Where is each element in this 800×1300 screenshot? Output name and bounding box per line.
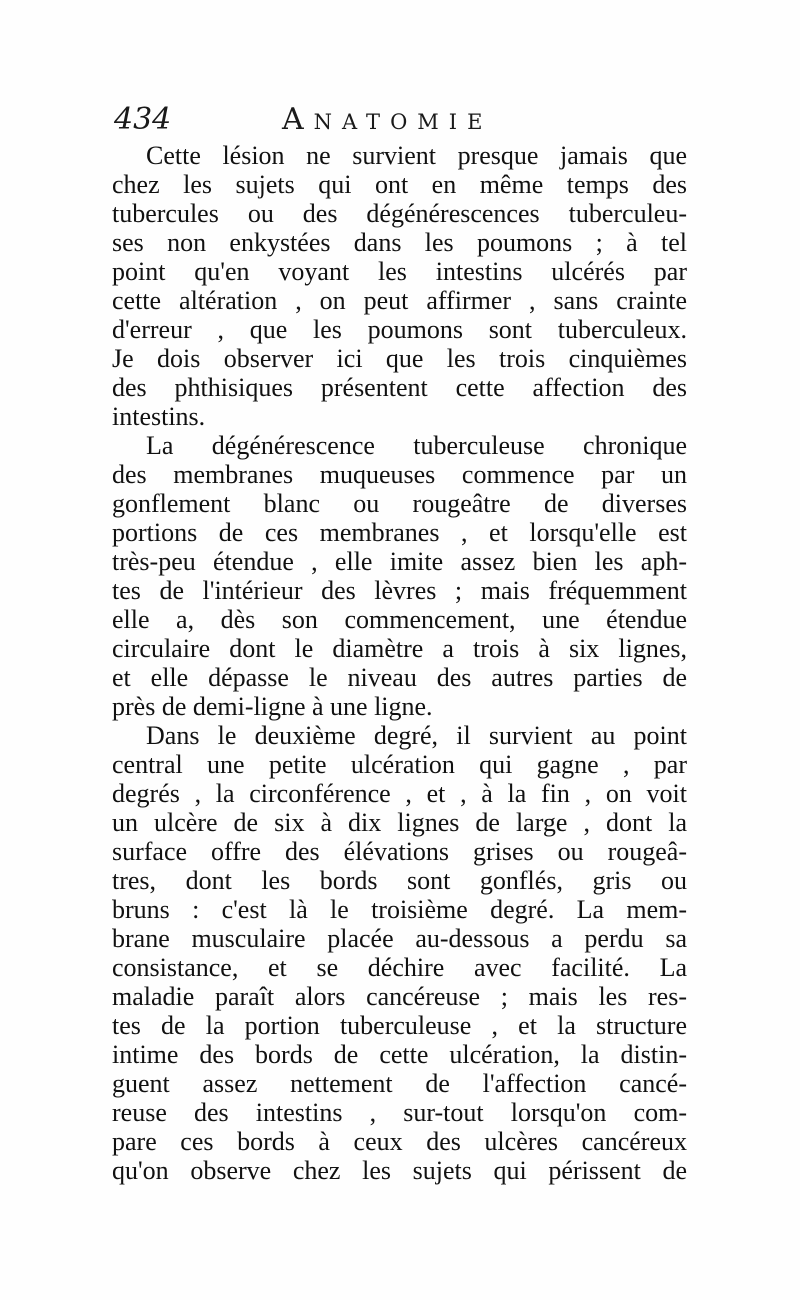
text-line: intestins. — [112, 402, 206, 431]
text-line: gonflement blanc ou rougeâtre de diverses — [112, 489, 687, 518]
text-line: point qu'en voyant les intestins ulcérés par — [112, 257, 687, 286]
text-line: brane musculaire placée au-dessous a perdu sa — [112, 924, 687, 953]
text-line: portions de ces membranes , et lorsqu'elle est — [112, 518, 687, 547]
page-number: 434 — [114, 102, 172, 137]
text-line: et elle dépasse le niveau des autres parties de — [112, 663, 687, 692]
text-line: degrés , la circonférence , et , à la fin , on voit — [112, 779, 687, 808]
text-line: pare ces bords à ceux des ulcères cancéreux — [112, 1127, 687, 1156]
text-line: très-peu étendue , elle imite assez bien les aph- — [112, 547, 687, 576]
text-line: reuse des intestins , sur-tout lorsqu'on com- — [112, 1098, 687, 1127]
text-line: bruns : c'est là le troisième degré. La mem- — [112, 895, 687, 924]
text-line: surface offre des élévations grises ou rougeâ- — [112, 837, 687, 866]
text-line: intime des bords de cette ulcération, la distin- — [112, 1040, 687, 1069]
text-line: Dans le deuxième degré, il survient au point — [146, 721, 687, 750]
running-head: Anatomie — [282, 102, 493, 137]
text-line: Je dois observer ici que les trois cinquièmes — [112, 344, 687, 373]
text-line: un ulcère de six à dix lignes de large , dont la — [112, 808, 687, 837]
text-line: tes de la portion tuberculeuse , et la structure — [112, 1011, 687, 1040]
text-line: maladie paraît alors cancéreuse ; mais les res- — [112, 982, 687, 1011]
text-line: elle a, dès son commencement, une étendue — [112, 605, 687, 634]
text-line: ses non enkystées dans les poumons ; à tel — [112, 228, 687, 257]
text-line: tres, dont les bords sont gonflés, gris ou — [112, 866, 687, 895]
text-line: consistance, et se déchire avec facilité. La — [112, 953, 687, 982]
text-line: circulaire dont le diamètre a trois à six lignes, — [112, 634, 687, 663]
text-line: des phthisiques présentent cette affection des — [112, 373, 687, 402]
text-line: Cette lésion ne survient presque jamais que — [146, 141, 687, 170]
body-text — [112, 141, 687, 1185]
text-line: chez les sujets qui ont en même temps des — [112, 170, 687, 199]
text-line: guent assez nettement de l'affection cancé- — [112, 1069, 687, 1098]
text-line: tes de l'intérieur des lèvres ; mais fréquemment — [112, 576, 687, 605]
text-line: central une petite ulcération qui gagne , par — [112, 750, 687, 779]
text-line: La dégénérescence tuberculeuse chronique — [146, 431, 687, 460]
page-header — [112, 100, 692, 140]
text-line: près de demi-ligne à une ligne. — [112, 692, 433, 721]
text-line: des membranes muqueuses commence par un — [112, 460, 687, 489]
text-line: tubercules ou des dégénérescences tuberculeu- — [112, 199, 687, 228]
text-line: cette altération , on peut affirmer , sans crainte — [112, 286, 687, 315]
text-line: d'erreur , que les poumons sont tuberculeux. — [112, 315, 687, 344]
text-line: qu'on observe chez les sujets qui périssent de — [112, 1156, 687, 1185]
